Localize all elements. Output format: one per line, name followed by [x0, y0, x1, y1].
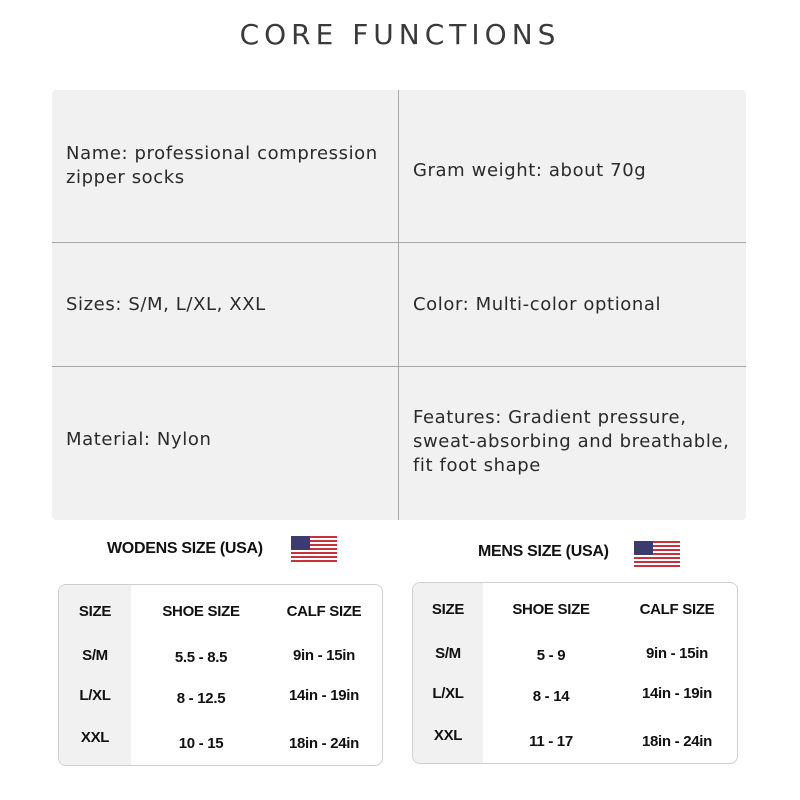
header-shoe-size: SHOE SIZE	[162, 603, 240, 620]
table-cell: L/XL	[432, 685, 464, 702]
header-shoe-size: SHOE SIZE	[512, 601, 590, 618]
table-cell: 14in - 19in	[288, 687, 360, 704]
table-cell: 5 - 9	[536, 647, 566, 664]
table-cell: 5.5 - 8.5	[174, 649, 228, 666]
spec-sizes: Sizes: S/M, L/XL, XXL	[66, 293, 266, 315]
spec-material: Material: Nylon	[66, 429, 212, 450]
table-cell: XXL	[80, 729, 110, 746]
table-cell: L/XL	[79, 687, 111, 704]
us-flag-icon	[291, 536, 337, 562]
table-cell: 18in - 24in	[288, 735, 360, 752]
spec-gram-weight: Gram weight: about 70g	[413, 160, 647, 181]
table-cell: 14in - 19in	[641, 685, 713, 702]
spec-color: Color: Multi-color optional	[413, 293, 662, 315]
table-cell: 9in - 15in	[292, 647, 356, 664]
mens-size-table	[412, 582, 738, 764]
spec-features: Features: Gradient pressure, sweat-absorbing and breathable, fit foot shape	[413, 407, 730, 476]
table-cell: S/M	[435, 645, 461, 662]
table-cell: S/M	[82, 647, 108, 664]
table-cell: 9in - 15in	[645, 645, 709, 662]
table-cell: XXL	[433, 727, 463, 744]
specifications-table	[52, 90, 746, 520]
table-cell: 8 - 14	[532, 688, 570, 705]
header-size: SIZE	[78, 603, 112, 620]
page-title: CORE FUNCTIONS	[239, 18, 561, 51]
header-calf-size: CALF SIZE	[639, 601, 715, 618]
table-cell: 8 - 12.5	[176, 690, 226, 707]
header-calf-size: CALF SIZE	[286, 603, 362, 620]
table-cell: 11 - 17	[529, 733, 573, 750]
mens-size-heading: MENS SIZE (USA)	[478, 543, 609, 560]
womens-size-heading: WODENS SIZE (USA)	[107, 540, 263, 557]
womens-size-table	[58, 584, 383, 766]
table-cell: 18in - 24in	[641, 733, 713, 750]
us-flag-icon	[634, 541, 680, 567]
header-size: SIZE	[431, 601, 465, 618]
spec-name: Name: professional compression zipper socks	[66, 143, 378, 188]
table-cell: 10 - 15	[178, 735, 224, 752]
